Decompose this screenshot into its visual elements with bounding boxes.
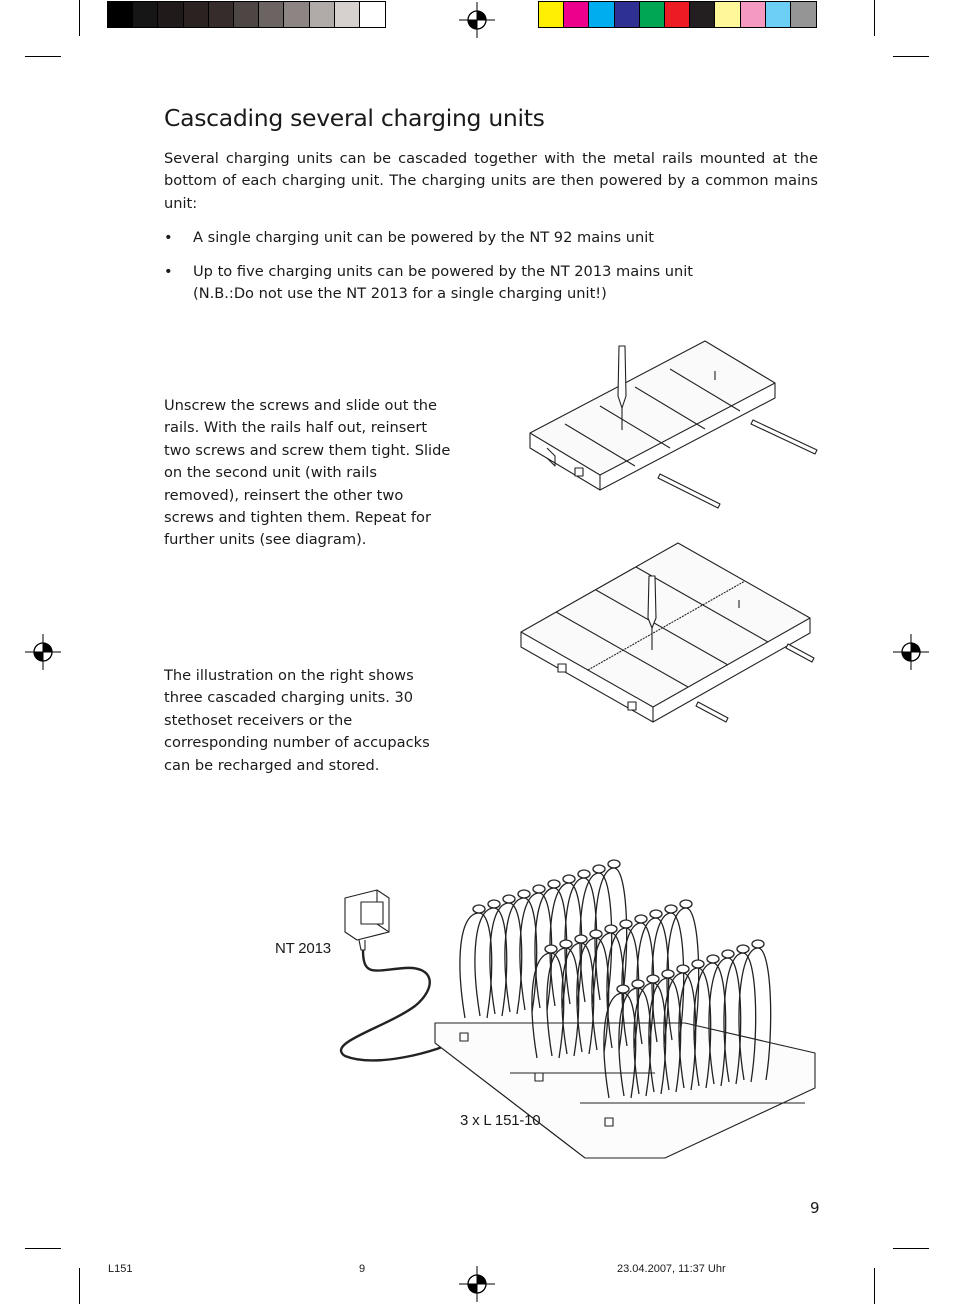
registration-mark-icon [25, 634, 61, 670]
receiver-earpiece [620, 920, 632, 928]
crop-mark [874, 1268, 875, 1304]
bullet-marker: • [164, 263, 173, 280]
stethoset-receiver [490, 903, 522, 1014]
color-swatch [640, 2, 665, 27]
footer-page: 9 [359, 1263, 366, 1275]
receiver-earpiece [578, 870, 590, 878]
grayscale-color-bar [107, 1, 386, 28]
registration-mark-icon [459, 1266, 495, 1302]
receiver-earpiece [647, 975, 659, 983]
receiver-earpiece [590, 930, 602, 938]
receiver-earpiece [650, 910, 662, 918]
receiver-earpiece [617, 985, 629, 993]
receiver-earpiece [707, 955, 719, 963]
crop-mark [25, 1248, 61, 1249]
receiver-earpiece [737, 945, 749, 953]
footer-doc-id: L151 [108, 1263, 133, 1275]
receiver-earpiece [503, 895, 515, 903]
receiver-earpiece [635, 915, 647, 923]
receiver-earpiece [662, 970, 674, 978]
crop-mark [893, 1248, 929, 1249]
color-swatch [589, 2, 614, 27]
receiver-earpiece [518, 890, 530, 898]
color-swatch [690, 2, 715, 27]
receiver-earpiece [548, 880, 560, 888]
receiver-earpiece [533, 885, 545, 893]
registration-mark-icon [893, 634, 929, 670]
crop-mark [79, 1268, 80, 1304]
bullet-text: A single charging unit can be powered by the NT 92 mains unit [193, 229, 654, 246]
color-swatch [766, 2, 791, 27]
bullet-marker: • [164, 229, 173, 246]
receiver-earpiece [560, 940, 572, 948]
receiver-earpiece [563, 875, 575, 883]
crop-mark [874, 0, 875, 36]
cascaded-units-rails-diagram [518, 540, 818, 725]
color-swatch [665, 2, 690, 27]
receiver-earpiece [665, 905, 677, 913]
color-swatch [741, 2, 766, 27]
charging-units-label: 3 x L 151-10 [460, 1112, 541, 1129]
receiver-earpiece [473, 905, 485, 913]
color-swatch [108, 2, 133, 27]
stethoset-receiver [460, 913, 492, 1018]
charging-unit-rails-diagram [525, 338, 825, 518]
illustration-description: The illustration on the right shows three cascaded charging units. 30 stethoset receivers or the corresponding number of accupacks can be recharged and stored. [164, 667, 430, 774]
process-color-bar [538, 1, 817, 28]
page-title: Cascading several charging units [164, 104, 545, 132]
color-swatch [284, 2, 309, 27]
crop-mark [79, 0, 80, 36]
registration-mark-icon [459, 2, 495, 38]
intro-paragraph: Several charging units can be cascaded together with the metal rails mounted at the bottom of each charging unit. The charging units are then powered by a common mains unit: [164, 150, 818, 212]
crop-mark [893, 56, 929, 57]
color-swatch [715, 2, 740, 27]
bullet-text-line: Up to five charging units can be powered by the NT 2013 mains unit [193, 263, 694, 280]
color-swatch [259, 2, 284, 27]
three-cascaded-units-illustration [335, 828, 825, 1168]
color-swatch [184, 2, 209, 27]
footer-timestamp: 23.04.2007, 11:37 Uhr [617, 1263, 726, 1275]
instructions-paragraph: Unscrew the screws and slide out the rails. With the rails half out, reinsert two screws and screw them tight. Slide on the second unit (with rails removed), reinsert the other two screws and tighten them. Repeat for further units (see diagram). [164, 397, 451, 549]
stethoset-receiver [475, 908, 507, 1016]
color-swatch [615, 2, 640, 27]
receiver-earpiece [680, 900, 692, 908]
mains-unit-label: NT 2013 [275, 940, 331, 957]
receiver-earpiece [608, 860, 620, 868]
receiver-earpiece [593, 865, 605, 873]
receiver-earpiece [605, 925, 617, 933]
crop-mark [25, 56, 61, 57]
bullet-text [193, 261, 813, 306]
receiver-earpiece [692, 960, 704, 968]
receiver-earpiece [752, 940, 764, 948]
bullet-note-line: (N.B.:Do not use the NT 2013 for a single charging unit!) [193, 285, 607, 303]
color-swatch [564, 2, 589, 27]
page-number: 9 [810, 1199, 820, 1217]
receiver-earpiece [575, 935, 587, 943]
color-swatch [158, 2, 183, 27]
receiver-earpiece [545, 945, 557, 953]
receiver-earpiece [632, 980, 644, 988]
color-swatch [209, 2, 234, 27]
color-swatch [310, 2, 335, 27]
color-swatch [791, 2, 816, 27]
receiver-earpiece [488, 900, 500, 908]
color-swatch [360, 2, 385, 27]
color-swatch [335, 2, 360, 27]
receiver-earpiece [722, 950, 734, 958]
color-swatch [539, 2, 564, 27]
receiver-earpiece [677, 965, 689, 973]
color-swatch [133, 2, 158, 27]
color-swatch [234, 2, 259, 27]
